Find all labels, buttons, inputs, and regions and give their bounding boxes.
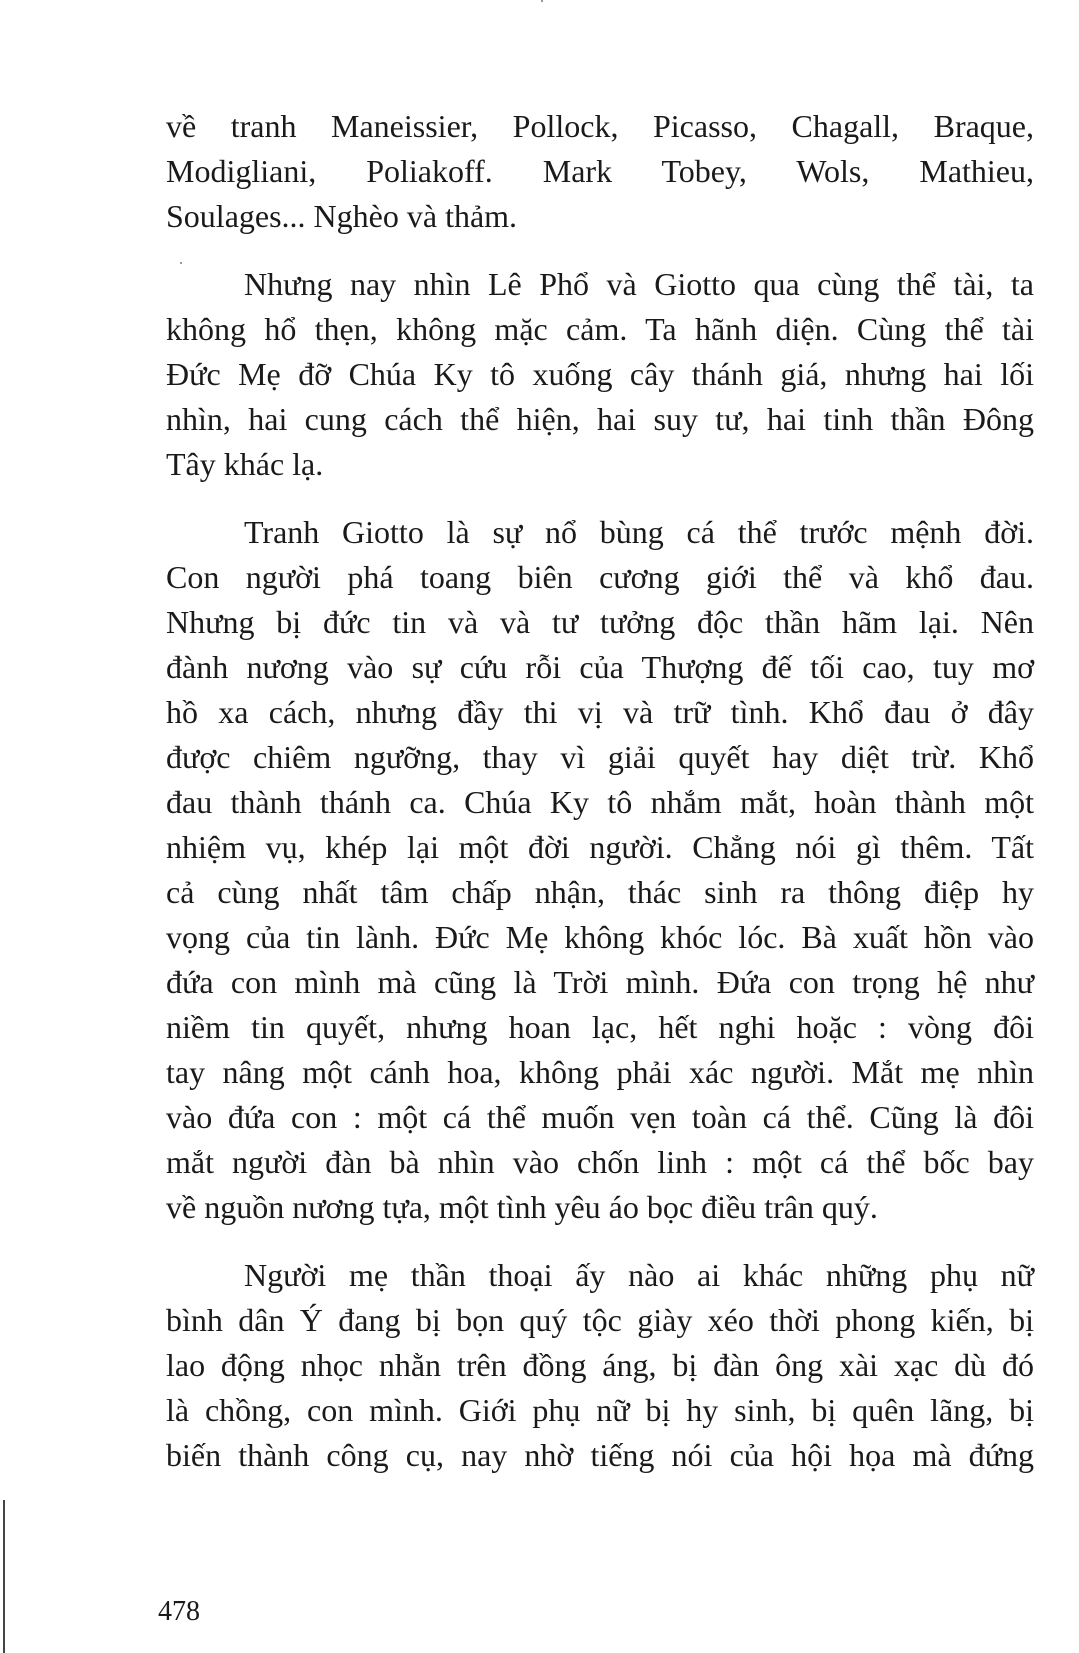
text-line: về nguồn nương tựa, một tình yêu áo bọc điều trân quý. bbox=[166, 1189, 878, 1225]
text-line: hồ xa cách, nhưng đầy thi vị và trữ tình. Khổ đau ở đây bbox=[166, 694, 1034, 730]
text-line: niềm tin quyết, nhưng hoan lạc, hết nghi hoặc : vòng đôi bbox=[166, 1009, 1034, 1045]
paragraph bbox=[166, 510, 1034, 1230]
text-line: nhìn, hai cung cách thể hiện, hai suy tư, hai tinh thần Đông bbox=[166, 401, 1034, 437]
scan-speck bbox=[541, 0, 543, 2]
text-line: đau thành thánh ca. Chúa Ky tô nhắm mắt, hoàn thành một bbox=[166, 784, 1034, 820]
scan-speck bbox=[180, 262, 182, 264]
text-line: Nhưng nay nhìn Lê Phổ và Giotto qua cùng thể tài, ta bbox=[244, 266, 1034, 302]
text-line: vọng của tin lành. Đức Mẹ không khóc lóc. Bà xuất hồn vào bbox=[166, 919, 1034, 955]
paragraph bbox=[166, 1253, 1034, 1478]
text-line: đành nương vào sự cứu rỗi của Thượng đế tối cao, tuy mơ bbox=[166, 649, 1034, 685]
text-line: Nhưng bị đức tin và và tư tưởng độc thần hãm lại. Nên bbox=[166, 604, 1034, 640]
text-line: vào đứa con : một cá thể muốn vẹn toàn cá thể. Cũng là đôi bbox=[166, 1099, 1034, 1135]
text-line: Đức Mẹ đỡ Chúa Ky tô xuống cây thánh giá, nhưng hai lối bbox=[166, 356, 1034, 392]
text-line: được chiêm ngưỡng, thay vì giải quyết hay diệt trừ. Khổ bbox=[166, 739, 1034, 775]
text-line: là chồng, con mình. Giới phụ nữ bị hy sinh, bị quên lãng, bị bbox=[166, 1392, 1034, 1428]
text-line: Con người phá toang biên cương giới thể và khổ đau. bbox=[166, 559, 1034, 595]
body-text bbox=[166, 104, 1034, 1501]
paragraph bbox=[166, 262, 1034, 487]
text-line: về tranh Maneissier, Pollock, Picasso, Chagall, Braque, bbox=[166, 108, 1034, 144]
text-line: không hổ thẹn, không mặc cảm. Ta hãnh diện. Cùng thể tài bbox=[166, 311, 1034, 347]
text-line: cả cùng nhất tâm chấp nhận, thác sinh ra thông điệp hy bbox=[166, 874, 1034, 910]
text-line: Người mẹ thần thoại ấy nào ai khác những phụ nữ bbox=[244, 1257, 1034, 1293]
text-line: tay nâng một cánh hoa, không phải xác người. Mắt mẹ nhìn bbox=[166, 1054, 1034, 1090]
paragraph bbox=[166, 104, 1034, 239]
text-line: Tây khác lạ. bbox=[166, 446, 324, 482]
scan-margin-line bbox=[3, 1500, 5, 1653]
text-line: đứa con mình mà cũng là Trời mình. Đứa con trọng hệ như bbox=[166, 964, 1034, 1000]
text-line: nhiệm vụ, khép lại một đời người. Chẳng nói gì thêm. Tất bbox=[166, 829, 1034, 865]
text-line: mắt người đàn bà nhìn vào chốn linh : một cá thể bốc bay bbox=[166, 1144, 1034, 1180]
text-line: bình dân Ý đang bị bọn quý tộc giày xéo thời phong kiến, bị bbox=[166, 1302, 1034, 1338]
text-line: lao động nhọc nhằn trên đồng áng, bị đàn ông xài xạc dù đó bbox=[166, 1347, 1034, 1383]
page-number: 478 bbox=[158, 1596, 200, 1627]
text-line: Tranh Giotto là sự nổ bùng cá thể trước mệnh đời. bbox=[244, 514, 1034, 550]
text-line: Modigliani, Poliakoff. Mark Tobey, Wols, Mathieu, bbox=[166, 153, 1034, 189]
text-line: Soulages... Nghèo và thảm. bbox=[166, 198, 518, 234]
text-line: biến thành công cụ, nay nhờ tiếng nói của hội họa mà đứng bbox=[166, 1437, 1034, 1473]
